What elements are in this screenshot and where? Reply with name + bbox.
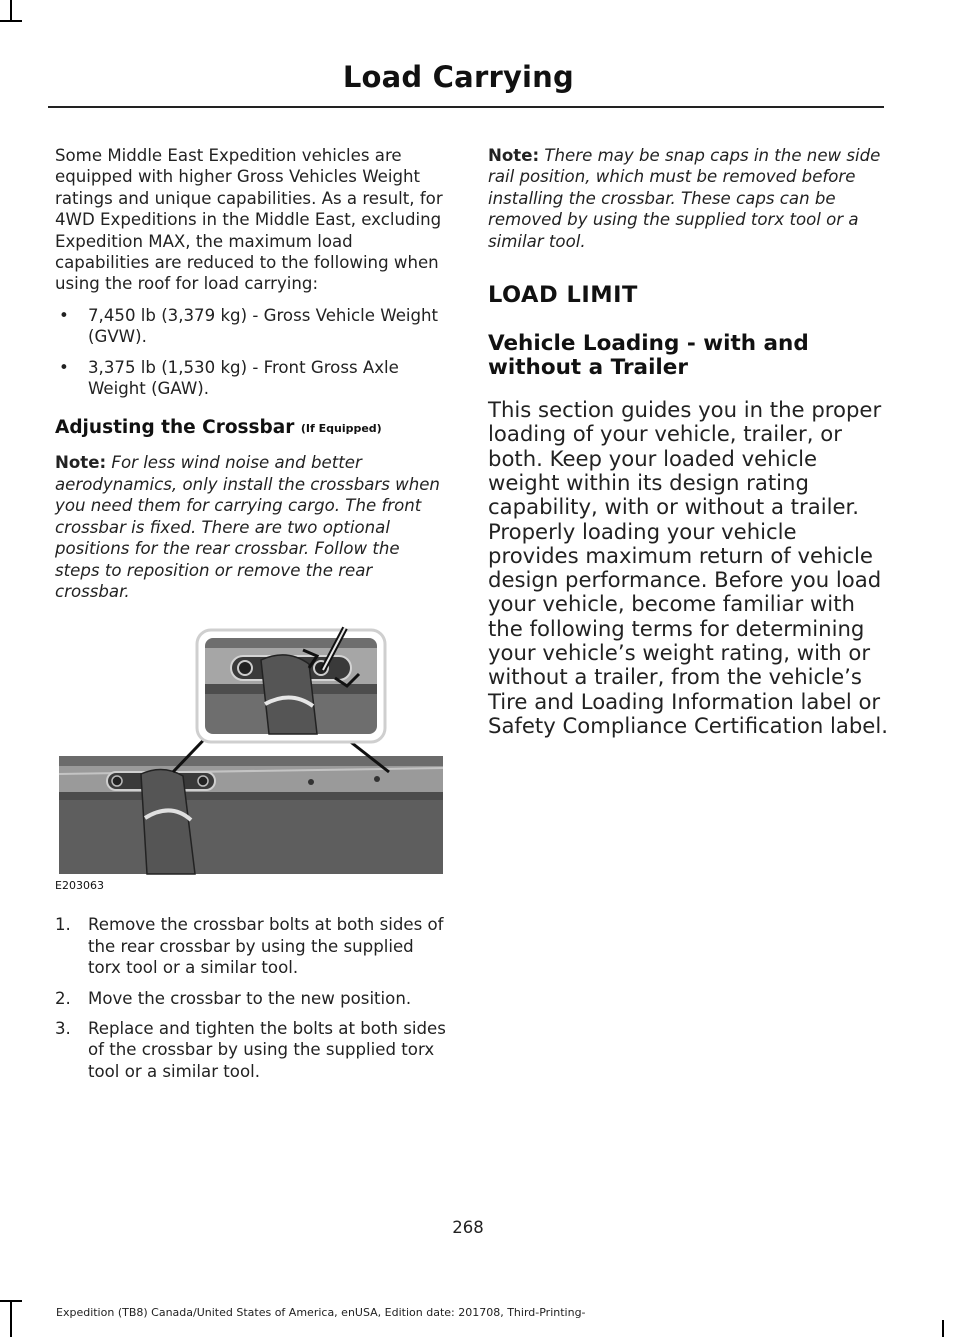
edition-footer: Expedition (TB8) Canada/United States of America, enUSA, Edition date: 201708, Third-Printing- <box>56 1306 586 1319</box>
crossbar-heading: Adjusting the Crossbar (If Equipped) <box>55 417 382 439</box>
load-limit-heading: LOAD LIMIT <box>488 282 638 309</box>
crop-mark <box>0 1300 22 1302</box>
vehicle-loading-heading: Vehicle Loading - with and without a Trailer <box>488 331 809 381</box>
crop-mark <box>10 1300 12 1337</box>
equipment-qualifier: (If Equipped) <box>300 422 382 436</box>
page-title: Load Carrying <box>342 60 574 94</box>
crossbar-steps <box>55 914 447 1082</box>
crossbar-illustration <box>55 624 443 893</box>
left-column <box>55 145 447 1091</box>
list-item: • 7,450 lb (3,379 kg) - Gross Vehicle Weight (GVW). <box>59 305 439 347</box>
snap-caps-note: Note: There may be snap caps in the new side rail position, which must be removed before installing the crossbar. These caps can be removed by using the supplied torx tool or a similar tool. <box>488 146 881 251</box>
right-column <box>488 145 888 738</box>
intro-paragraph: Some Middle East Expedition vehicles are equipped with higher Gross Vehicles Weight ratings and unique capabilities. As a result, for 4WD Expeditions in the Middle East, excluding Expedition MAX, the maximum load capabilities are reduced to the following when using the roof for load carrying: <box>55 146 443 294</box>
crop-mark <box>0 20 22 22</box>
page-number: 268 <box>452 1218 484 1237</box>
list-item: • 3,375 lb (1,530 kg) - Front Gross Axle Weight (GAW). <box>59 357 399 399</box>
crossbar-illustration-graphic <box>55 624 443 893</box>
header-divider <box>48 106 884 108</box>
load-limits-list <box>55 305 447 400</box>
crop-mark <box>942 1320 944 1337</box>
crossbar-note: Note: For less wind noise and better aerodynamics, only install the crossbars when you need them for carrying cargo. The front crossbar is fixed. There are two optional positions for the rear crossbar. Follow the steps to reposition or remove the rear crossbar. <box>55 453 440 601</box>
list-item: 1. Remove the crossbar bolts at both sides of the rear crossbar by using the supplied torx tool or a similar tool. <box>55 915 444 978</box>
list-item: 3. Replace and tighten the bolts at both sides of the crossbar by using the supplied torx tool or a similar tool. <box>55 1018 446 1081</box>
vehicle-loading-paragraph: This section guides you in the proper loading of your vehicle, trailer, or both. Keep your loaded vehicle weight within its design rating capability, with or without a trailer. Properly loading your vehicle provides maximum return of vehicle design performance. Before you load your vehicle, become familiar with the following terms for determining your vehicle’s weight rating, with or without a trailer, from the vehicle’s Tire and Loading Information label or Safety Compliance Certification label. <box>488 397 888 738</box>
crop-mark <box>10 0 12 22</box>
list-item: 2. Move the crossbar to the new position. <box>55 988 412 1008</box>
figure-code: E203063 <box>55 879 104 893</box>
